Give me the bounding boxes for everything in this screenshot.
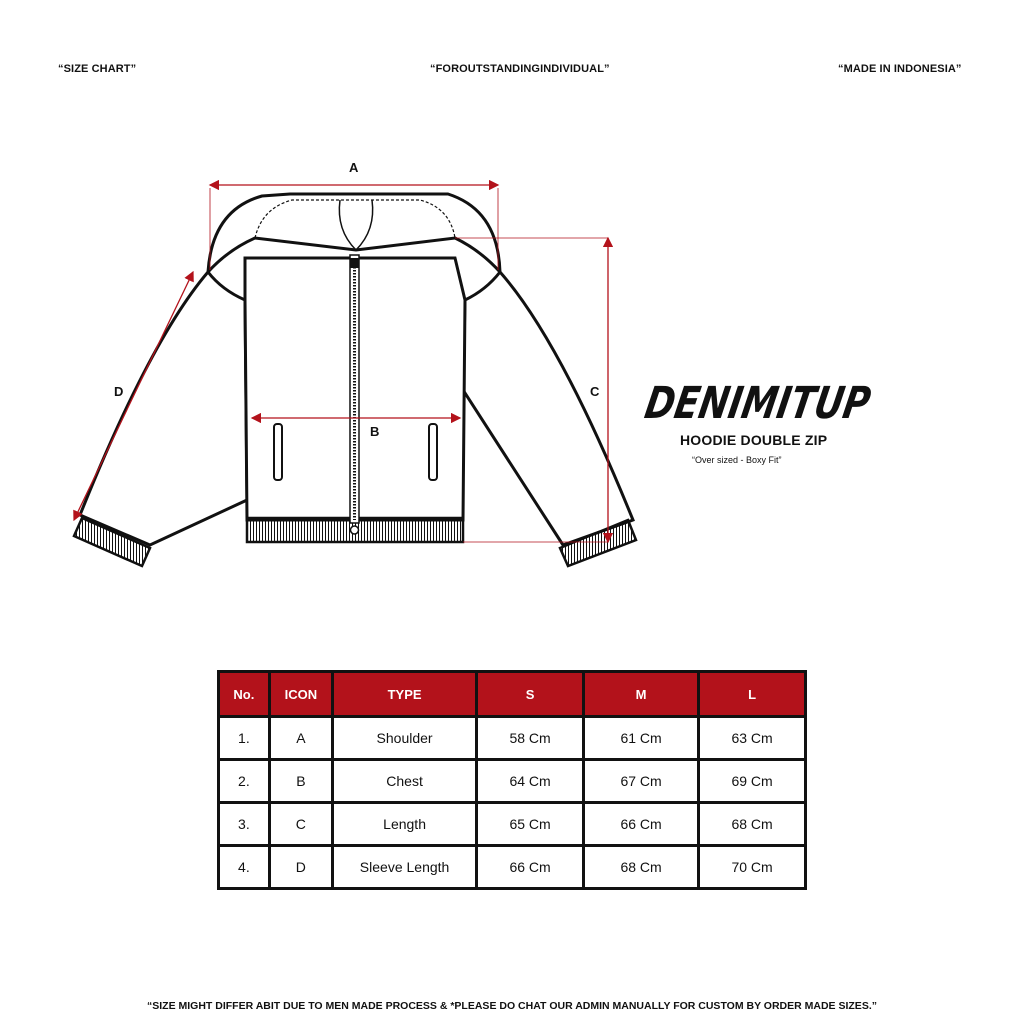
table-row xyxy=(220,804,804,844)
cell-m: 61 Cm xyxy=(585,718,697,758)
cell-m: 66 Cm xyxy=(585,804,697,844)
label-d: D xyxy=(114,384,124,399)
cell-type: Length xyxy=(334,804,475,844)
cell-l: 69 Cm xyxy=(700,761,804,801)
cell-no: 2. xyxy=(220,761,268,801)
footer-disclaimer: “SIZE MIGHT DIFFER ABIT DUE TO MEN MADE PROCESS & *PLEASE DO CHAT OUR ADMIN MANUALLY FOR CUSTOM BY ORDER MADE SIZES.” xyxy=(147,1000,877,1012)
col-icon: ICON xyxy=(271,673,331,715)
left-pocket xyxy=(274,424,282,480)
label-b: B xyxy=(370,424,380,439)
right-pocket xyxy=(429,424,437,480)
zipper-pull-bottom xyxy=(351,526,359,534)
table-row xyxy=(220,761,804,801)
col-no: No. xyxy=(220,673,268,715)
cell-no: 4. xyxy=(220,847,268,887)
header-tagline: “FOROUTSTANDINGINDIVIDUAL” xyxy=(430,63,610,75)
cell-l: 70 Cm xyxy=(700,847,804,887)
table-row xyxy=(220,847,804,887)
col-l: L xyxy=(700,673,804,715)
cell-m: 68 Cm xyxy=(585,847,697,887)
cell-type: Sleeve Length xyxy=(334,847,475,887)
cell-type: Shoulder xyxy=(334,718,475,758)
product-name: HOODIE DOUBLE ZIP xyxy=(680,432,828,448)
svg-text:DENIMITUP: DENIMITUP xyxy=(641,378,929,429)
cell-icon: D xyxy=(271,847,331,887)
table-row xyxy=(220,718,804,758)
header-size-chart: “SIZE CHART” xyxy=(58,63,137,75)
col-type: TYPE xyxy=(334,673,475,715)
cell-m: 67 Cm xyxy=(585,761,697,801)
col-m: M xyxy=(585,673,697,715)
cell-s: 66 Cm xyxy=(478,847,582,887)
cell-icon: B xyxy=(271,761,331,801)
cell-s: 64 Cm xyxy=(478,761,582,801)
cell-no: 3. xyxy=(220,804,268,844)
brand-logo xyxy=(640,368,929,430)
label-c: C xyxy=(590,384,600,399)
zipper-pull-top xyxy=(350,258,359,268)
cell-l: 63 Cm xyxy=(700,718,804,758)
cell-icon: C xyxy=(271,804,331,844)
cell-no: 1. xyxy=(220,718,268,758)
cell-s: 65 Cm xyxy=(478,804,582,844)
hoodie-diagram xyxy=(0,140,1024,580)
size-table xyxy=(217,670,807,890)
cell-s: 58 Cm xyxy=(478,718,582,758)
col-s: S xyxy=(478,673,582,715)
cell-type: Chest xyxy=(334,761,475,801)
cell-l: 68 Cm xyxy=(700,804,804,844)
table-header-row xyxy=(220,673,804,715)
header-made-in: “MADE IN INDONESIA” xyxy=(838,63,962,75)
label-a: A xyxy=(349,160,359,175)
fit-note: “Over sized - Boxy Fit” xyxy=(692,455,782,465)
cell-icon: A xyxy=(271,718,331,758)
left-sleeve xyxy=(80,272,247,545)
